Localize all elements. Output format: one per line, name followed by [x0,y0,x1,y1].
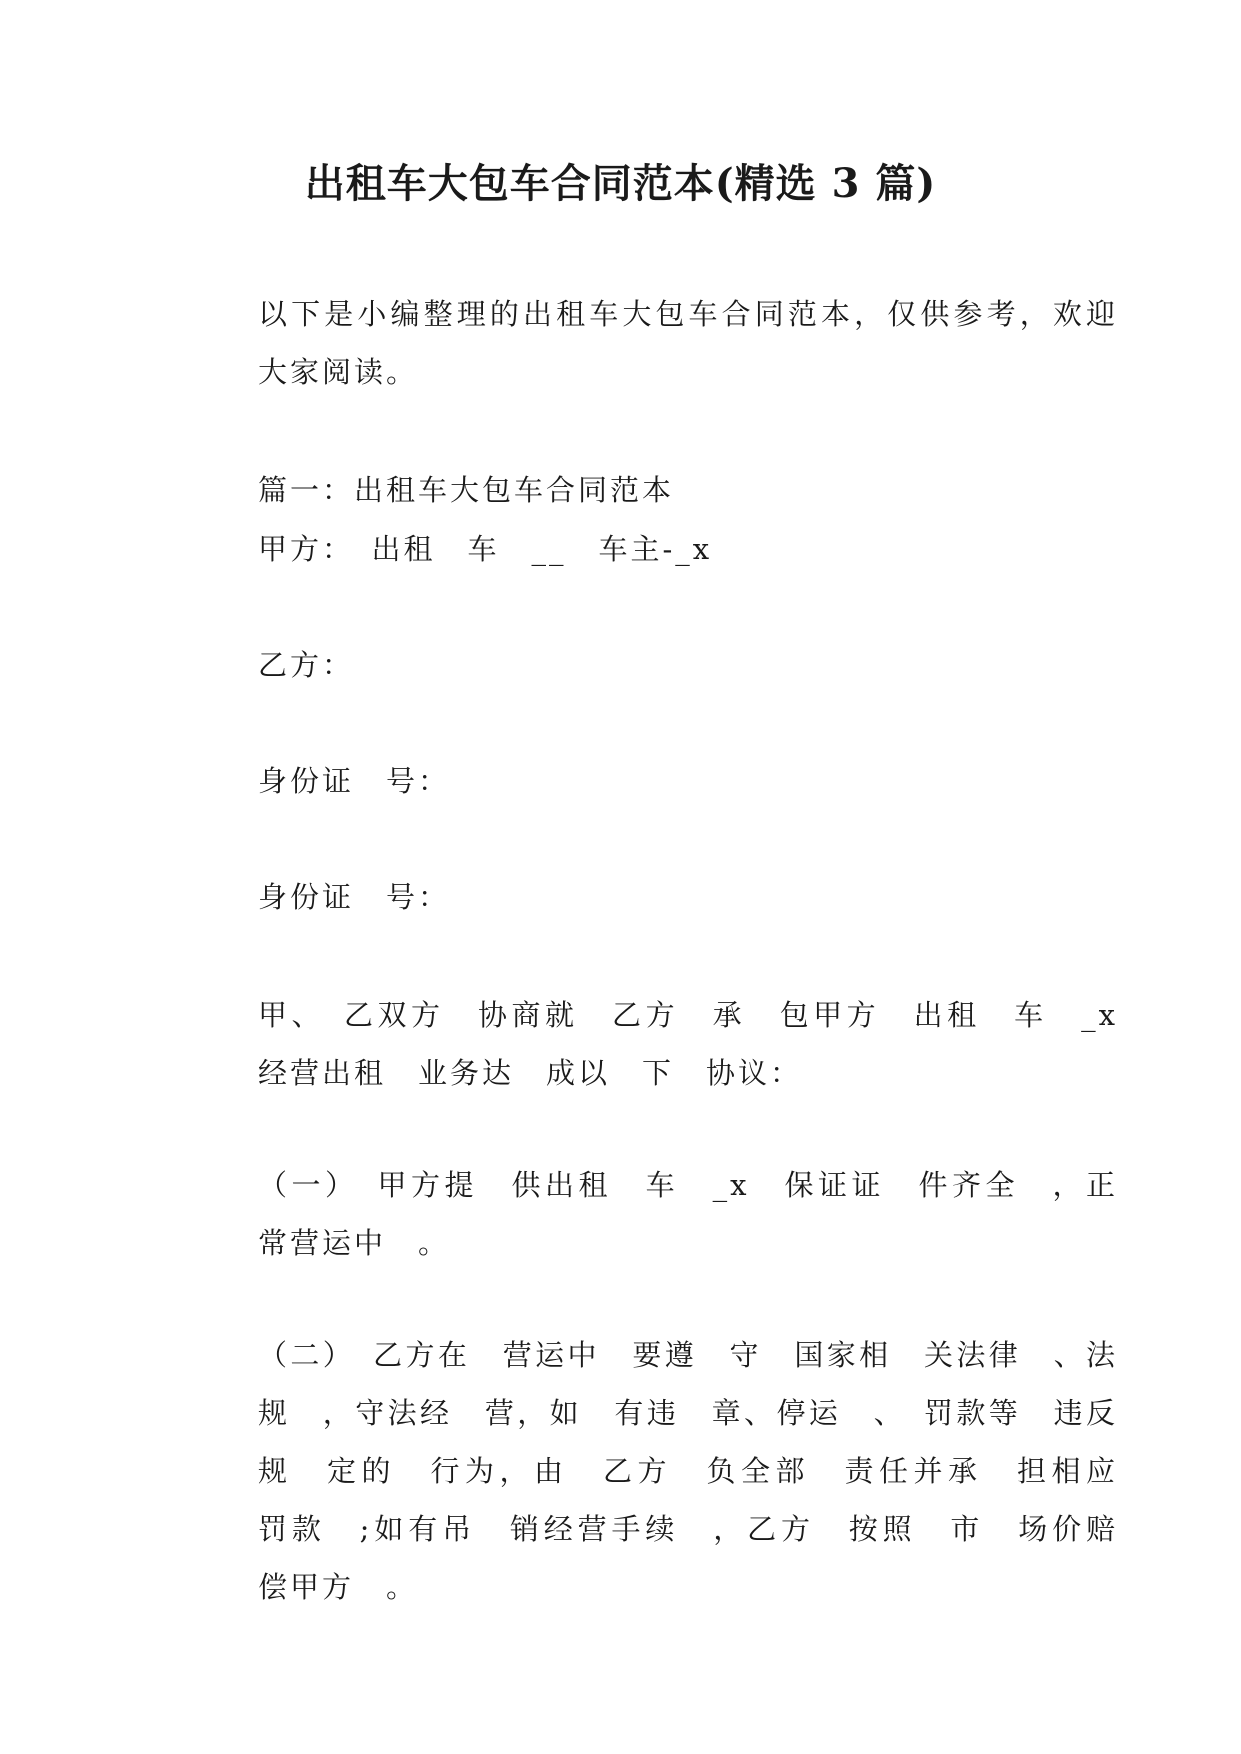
clause-1-paragraph: （一） 甲方提 供出租 车 _x 保证证 件齐全 ，正 常营运中 。 [258,1168,1151,1260]
party-a-line: 甲方： 出租 车 __ 车主-_x [258,532,713,566]
id-number-line-1: 身份证 号： [258,764,451,798]
intro-paragraph: 以下是小编整理的出租车大包车合同范本，仅供参考，欢迎大家阅读。 [258,297,1118,389]
section-heading: 篇一：出租车大包车合同范本 [258,473,675,507]
document-title: 出租车大包车合同范本(精选 3 篇) [304,160,937,207]
id-number-line-2: 身份证 号： [258,880,451,914]
clause-2-paragraph: （二） 乙方在 营运中 要遵 守 国家相 关法律 、法规 ，守法经 营，如 有违 章、停运 、 罚款等 违反规 定的 行为，由 乙方 负全部 责任并承 担相应 罚款 ;如有吊 销经营手续 ，乙方 按照 市 场价赔 偿甲方 。 [258,1338,1151,1604]
party-b-line: 乙方： [258,648,355,682]
agreement-paragraph: 甲、 乙双方 协商就 乙方 承 包甲方 出租 车 _x 经营出租 业务达 成以 下 协议： [258,998,1151,1090]
